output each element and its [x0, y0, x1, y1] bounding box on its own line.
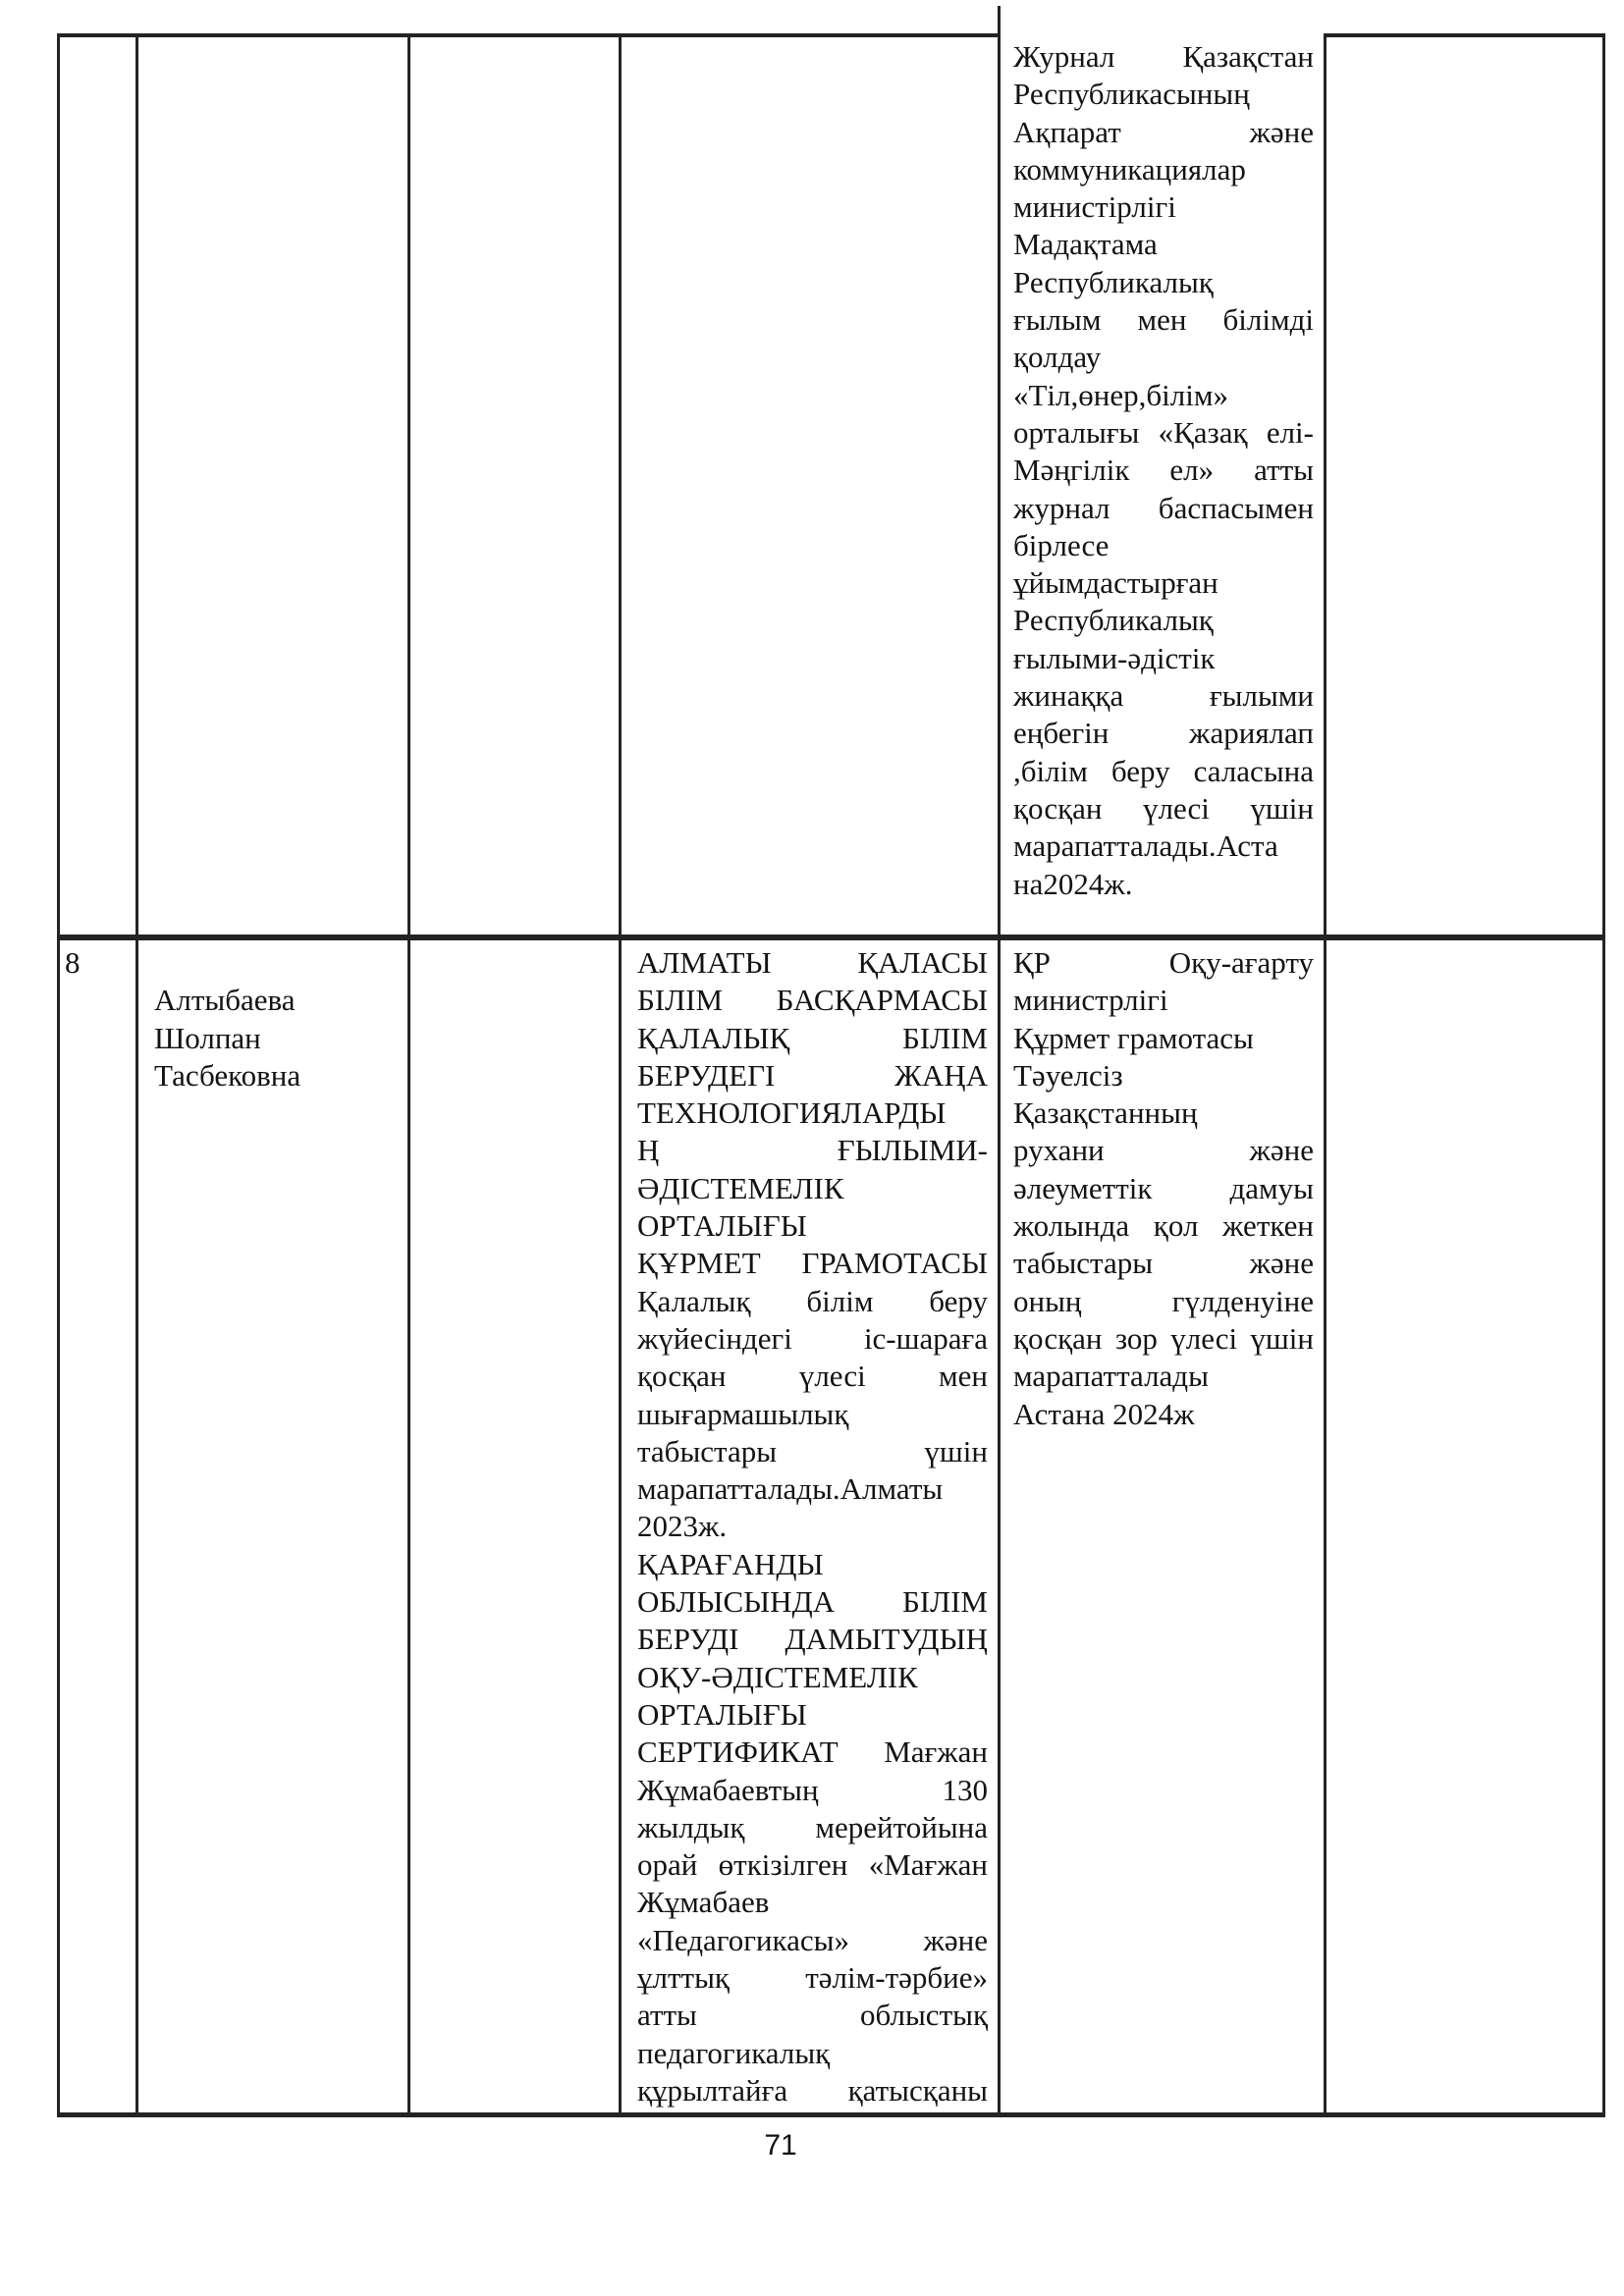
cell-teacher-name: [154, 944, 394, 1095]
text-line: Тасбековна: [154, 1057, 301, 1093]
text-line: «Тіл,өнер,білім»: [1013, 377, 1228, 412]
text-line: жүйесіндегі іс-шараға: [637, 1320, 988, 1356]
border-line: [1324, 33, 1605, 37]
text-line: [154, 944, 394, 982]
text-line: БЕРУДІ ДАМЫТУДЫҢ: [637, 1622, 988, 1657]
text-line: Жұмабаевтың 130: [637, 1772, 988, 1807]
text-line: ұйымдастырған: [1013, 565, 1218, 601]
border-line: [407, 33, 410, 2117]
text-line: шығармашылық: [637, 1396, 849, 1431]
text-line: СЕРТИФИКАТ Мағжан: [637, 1735, 988, 1770]
text-line: марапатталады.Аста: [1013, 828, 1278, 864]
text-line: қолдау: [1013, 340, 1102, 375]
text-line: қосқан үлесі мен: [637, 1359, 988, 1394]
text-line: Алтыбаева: [154, 983, 296, 1018]
text-line: ҚҰРМЕТ ГРАМОТАСЫ: [637, 1246, 988, 1281]
text-line: жинаққа ғылыми: [1013, 678, 1314, 714]
text-line: Республикасының: [1013, 77, 1250, 112]
text-line: ТЕХНОЛОГИЯЛАРДЫ: [637, 1095, 947, 1131]
border-line: [998, 33, 1001, 2117]
text-line: жылдық мерейтойына: [637, 1809, 988, 1844]
text-line: орай өткізілген «Мағжан: [637, 1847, 988, 1883]
text-line: рухани және: [1013, 1133, 1314, 1168]
border-line: [57, 2112, 1605, 2117]
text-line: 2023ж.: [637, 1509, 728, 1544]
text-line: Қалалық білім беру: [637, 1283, 988, 1318]
text-line: ҚР Оқу-ағарту: [1013, 945, 1314, 980]
text-line: ӘДІСТЕМЕЛІК: [637, 1170, 844, 1205]
text-line: Тәуелсіз: [1013, 1057, 1123, 1093]
text-line: марапатталады.Алматы: [637, 1471, 944, 1507]
text-line: ОБЛЫСЫНДА БІЛІМ: [637, 1584, 988, 1620]
border-line: [998, 6, 1001, 33]
text-line: журнал баспасымен: [1013, 490, 1314, 525]
page-number: 71: [764, 2129, 797, 2162]
cell-row-number: [65, 944, 128, 982]
text-line: коммуникациялар: [1013, 151, 1246, 187]
text-line: ОРТАЛЫҒЫ: [637, 1696, 807, 1732]
text-line: Ақпарат және: [1013, 114, 1314, 149]
text-line: Республикалық: [1013, 264, 1214, 299]
text-line: Мәңгілік ел» атты: [1013, 453, 1314, 488]
text-line: АЛМАТЫ ҚАЛАСЫ: [637, 945, 988, 980]
text-line: орталығы «Қазақ елі-: [1013, 414, 1314, 450]
text-line: еңбегін жариялап: [1013, 716, 1314, 751]
text-line: ҚАЛАЛЫҚ БІЛІМ: [637, 1020, 988, 1055]
border-line: [57, 33, 1001, 37]
cell-award-description-continued: [1013, 38, 1314, 903]
border-line: [619, 33, 622, 2117]
text-line: БЕРУДЕГІ ЖАҢА: [637, 1057, 988, 1093]
text-line: Жұмабаев: [637, 1885, 770, 1920]
text-line: ғылыми-әдістік: [1013, 640, 1216, 675]
text-line: министірлігі: [1013, 189, 1176, 225]
text-line: әлеуметтік дамуы: [1013, 1170, 1314, 1205]
text-line: педагогикалық: [637, 2035, 831, 2070]
text-line: Ң ҒЫЛЫМИ-: [637, 1133, 988, 1168]
text-line: ,білім беру саласына: [1013, 753, 1314, 788]
text-line: «Педагогикасы» және: [637, 1922, 988, 1957]
text-line: Астана 2024ж: [1013, 1396, 1195, 1431]
text-line: табыстары және: [1013, 1246, 1314, 1281]
text-line: ғылым мен білімді: [1013, 302, 1314, 338]
text-line: Мадақтама: [1013, 227, 1158, 262]
text-line: табыстары үшін: [637, 1433, 988, 1468]
text-line: Журнал Қазақстан: [1013, 39, 1314, 74]
text-line: ОҚУ-ӘДІСТЕМЕЛІК: [637, 1659, 918, 1694]
text-line: оның гүлденуіне: [1013, 1283, 1314, 1318]
text-line: қосқан зор үлесі үшін: [1013, 1320, 1314, 1356]
border-line: [1602, 33, 1605, 2117]
border-line: [1324, 33, 1326, 2117]
text-line: жолында қол жеткен: [1013, 1208, 1314, 1244]
text-line: БІЛІМ БАСҚАРМАСЫ: [637, 983, 988, 1018]
border-line: [57, 934, 1605, 940]
text-line: бірлесе: [1013, 527, 1110, 562]
text-line: ҚАРАҒАНДЫ: [637, 1546, 824, 1581]
text-line: 8: [65, 945, 81, 980]
text-line: атты облыстық: [637, 1998, 988, 2033]
cell-award-reason: [1013, 944, 1314, 1433]
cell-award-title: [637, 944, 988, 2109]
text-line: құрылтайға қатысқаны: [637, 2072, 988, 2108]
text-line: Құрмет грамотасы: [1013, 1020, 1254, 1055]
text-line: марапатталады: [1013, 1359, 1209, 1394]
border-line: [135, 33, 138, 2117]
text-line: на2024ж.: [1013, 866, 1133, 901]
text-line: Республикалық: [1013, 603, 1214, 638]
text-line: Шолпан: [154, 1020, 261, 1055]
text-line: қосқан үлесі үшін: [1013, 790, 1314, 826]
border-line: [57, 33, 60, 2117]
text-line: ОРТАЛЫҒЫ: [637, 1208, 807, 1244]
text-line: министрлігі: [1013, 983, 1168, 1018]
text-line: ұлттық тәлім-тәрбие»: [637, 1960, 988, 1996]
text-line: Қазақстанның: [1013, 1095, 1198, 1131]
